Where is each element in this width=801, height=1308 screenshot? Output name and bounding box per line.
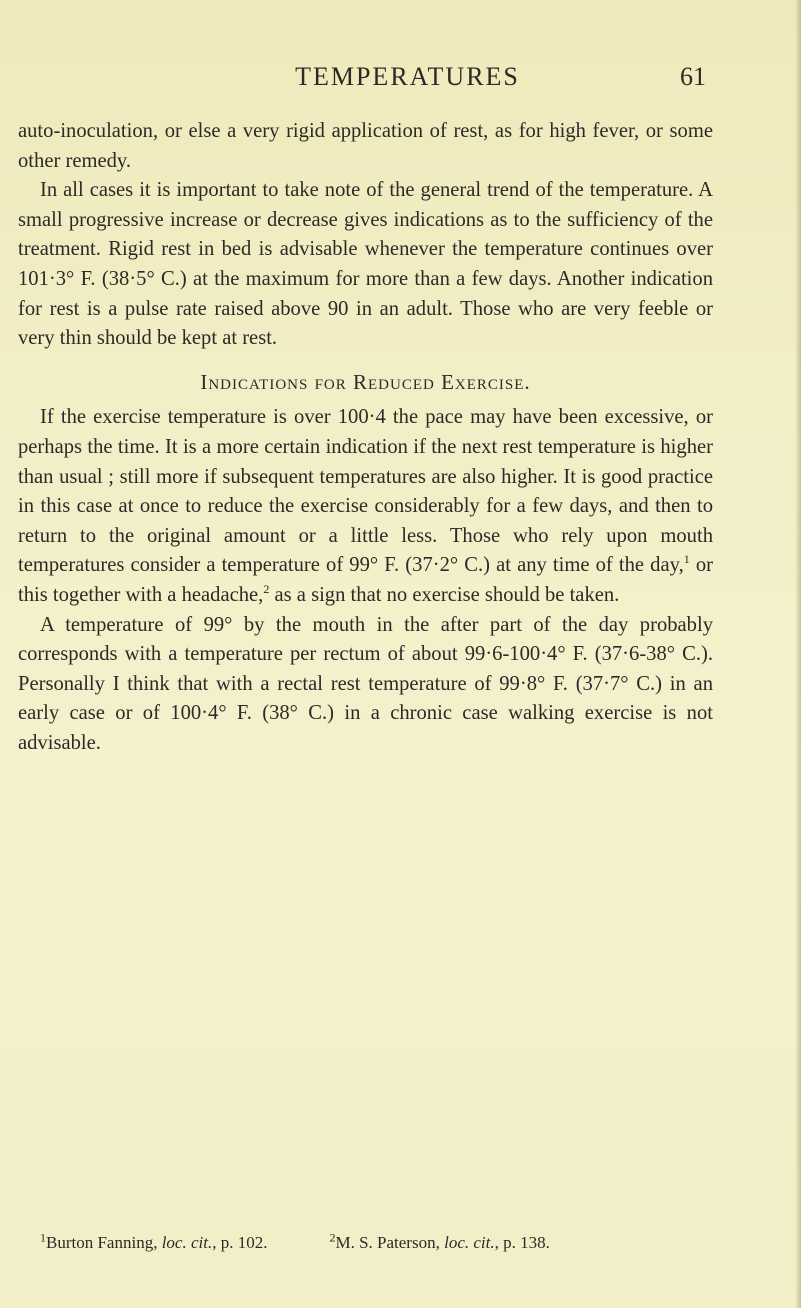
footnote-page: , p. 138. (494, 1233, 550, 1252)
footnote-citation: loc. cit. (161, 1233, 213, 1252)
paragraph-text: as a sign that no exercise should be taken. (269, 583, 620, 606)
paragraph-text: If the exercise temperature is over 100·4 the pace may have been excessive, or perhaps the time. It is a more certain indication if the next rest temperature is higher than usual ; still more if subsequent temperatures are also higher. It is good practice in this case at once to reduce the exercise considerably for a few days, and then to return to the original amount or a little less. Those who rely upon mouth temperatures consider a temperature of 99° F. (37·2° C.) at any time of the day, (18, 406, 713, 577)
paragraph-mouth-rectal: A temperature of 99° by the mouth in the after part of the day probably corresponds with a temperature per rectum of about 99·6-100·4° F. (37·6-38° C.). Personally I think that with a rectal rest temperature of 99·8° F. (37·7° C.) in an early case or of 100·4° F. (38° C.) in a chronic case walking exercise is not advisable. (18, 613, 713, 754)
paragraph-exercise-temperature (18, 403, 713, 610)
footnote-author: Burton Fanning, (46, 1233, 162, 1252)
page-header (0, 62, 801, 102)
paragraph-continuation: auto-inoculation, or else a very rigid application of rest, as for high fever, or some other remedy. (18, 120, 713, 172)
section-heading: Indications for Reduced Exercise. (200, 369, 531, 394)
page-number: 61 (680, 62, 706, 91)
paragraph-general-trend: In all cases it is important to take note of the general trend of the temperature. A small progressive increase or decrease gives indications as to the sufficiency of the treatment. Rigid rest in bed is advisable whenever the temperature continues over 101·3° F. (38·5° C.) at the maximum for more than a few days. Another indication for rest is a pulse rate raised above 90 in an adult. Those who are very feeble or very thin should be kept at rest. (18, 179, 713, 350)
footnote-page: , p. 102. (212, 1233, 268, 1252)
body-text (18, 117, 713, 758)
footnote-ref-2: 2 (263, 582, 270, 597)
footnote-marker: 2 (329, 1230, 336, 1245)
footnotes (18, 1232, 738, 1254)
footnote-ref-1: 1 (683, 552, 690, 567)
footnote (307, 1232, 549, 1254)
paragraph-text: or this together with a headache, (18, 554, 713, 606)
footnote-marker: 1 (40, 1230, 46, 1245)
running-head: TEMPERATURES (295, 62, 520, 91)
footnote-author: M. S. Paterson, (335, 1233, 445, 1252)
footnote-citation: loc. cit. (444, 1233, 495, 1252)
footnote (18, 1232, 267, 1254)
page-edge (795, 0, 801, 1308)
